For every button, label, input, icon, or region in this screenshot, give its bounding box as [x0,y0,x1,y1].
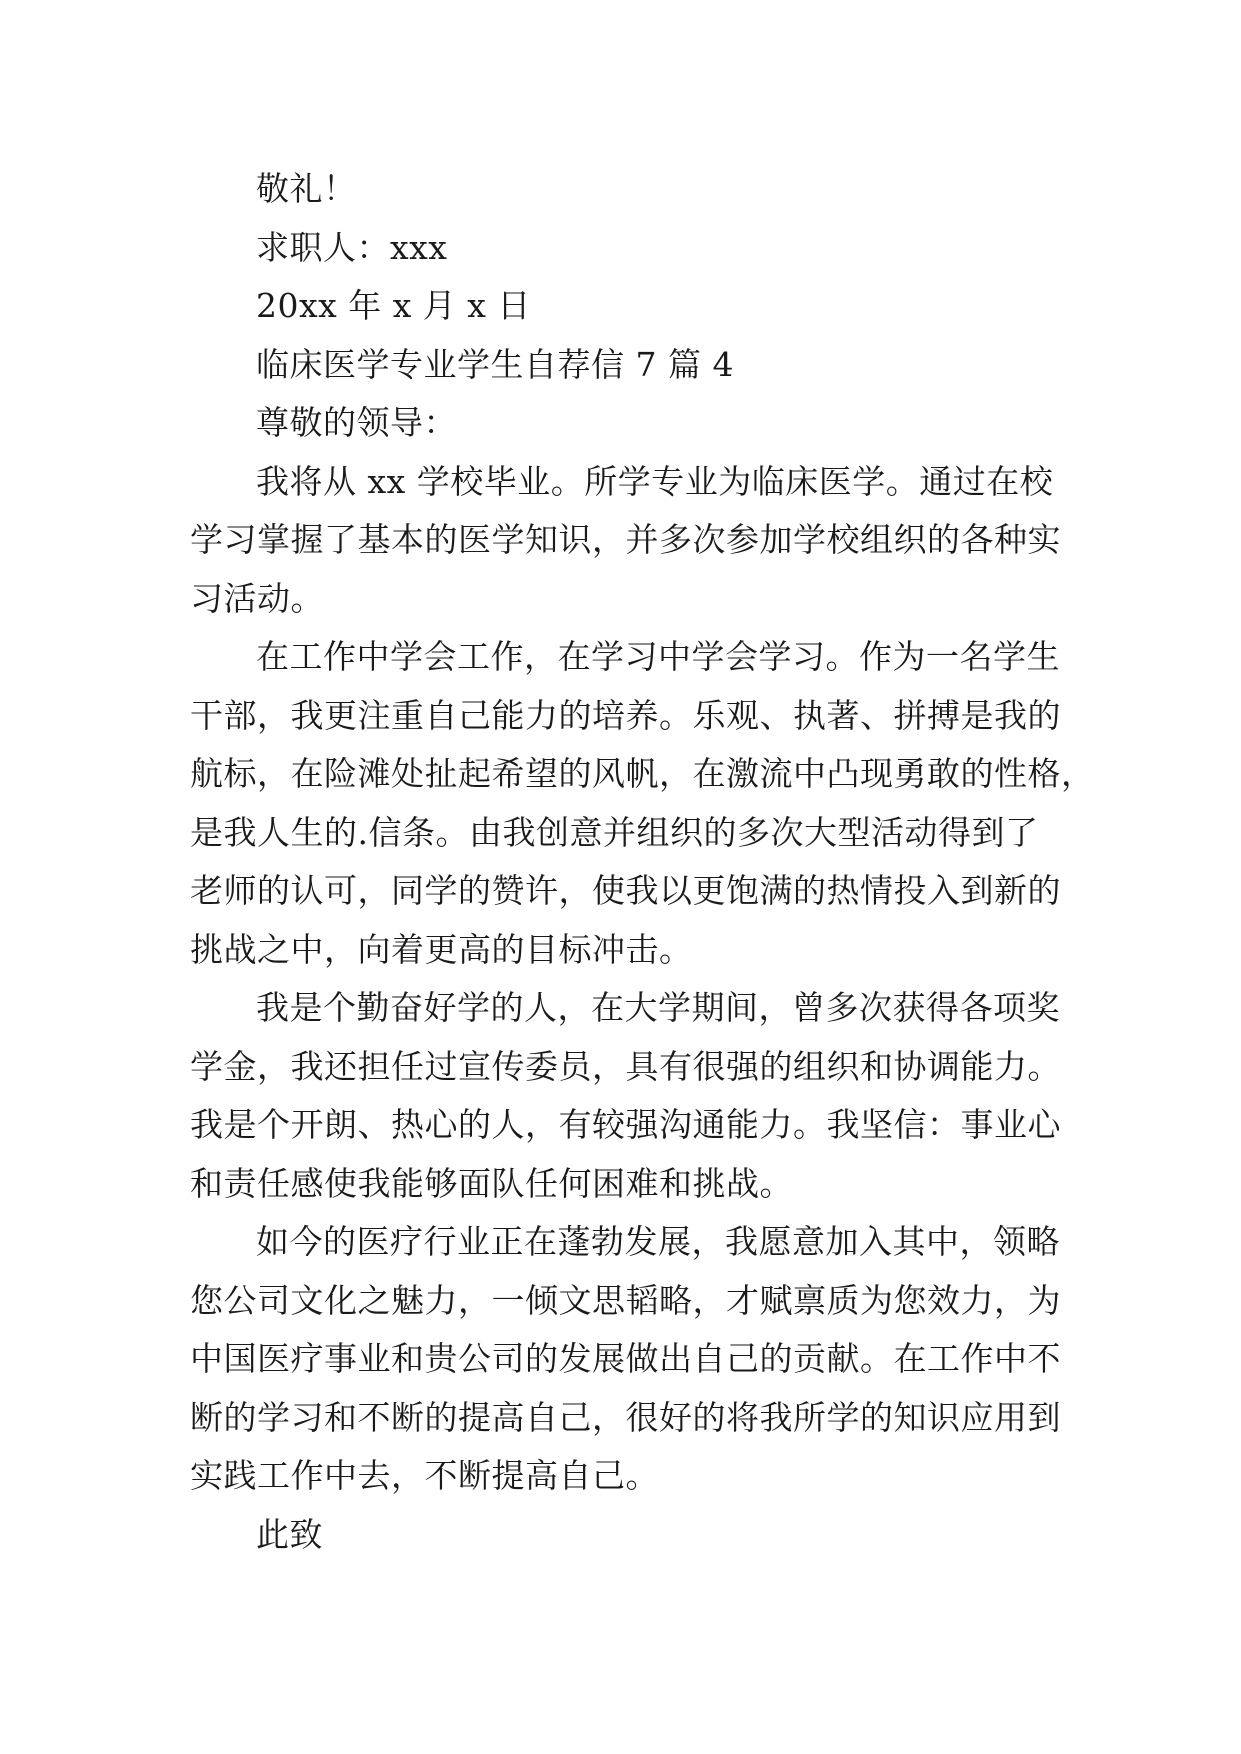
salute-line: 敬礼！ [256,169,357,208]
section-title: 临床医学专业学生自荐信 7 篇 4 [256,344,734,384]
paragraph-line: 老师的认可，同学的赞许，使我以更饱满的热情投入到新的 [190,871,1061,910]
greeting-line: 尊敬的领导： [256,403,457,442]
applicant-line: 求职人：xxx [256,227,448,267]
paragraph-4 [190,1213,1070,1506]
paragraph-line: 学习掌握了基本的医学知识，并多次参加学校组织的各种实 [190,520,1061,559]
paragraph-line: 在工作中学会工作，在学习中学会学习。作为一名学生 [256,637,1060,676]
paragraph-line: 习活动。 [190,578,324,618]
paragraph-3 [190,979,1070,1213]
paragraph-line: 和责任感使我能够面队任何困难和挑战。 [190,1163,793,1203]
paragraph-line: 我是个开朗、热心的人，有较强沟通能力。我坚信：事业心 [190,1105,1061,1144]
paragraph-line: 是我人生的.信条。由我创意并组织的多次大型活动得到了 [190,812,1039,852]
paragraph-line: 实践工作中去，不断提高自己。 [190,1456,659,1495]
letter-body [190,160,1095,1564]
date-line: 20xx 年 x 月 x 日 [256,286,531,325]
paragraph-2 [190,628,1095,979]
paragraph-line: 干部，我更注重自己能力的培养。乐观、执著、拼搏是我的 [190,695,1061,735]
paragraph-line: 航标，在险滩处扯起希望的风帆，在激流中凸现勇敢的性格， [190,754,1095,793]
closing-line: 此致 [256,1514,323,1554]
paragraph-line: 挑战之中，向着更高的目标冲击。 [190,929,693,969]
paragraph-line: 您公司文化之魅力，一倾文思韬略，才赋禀质为您效力，为 [190,1280,1061,1320]
paragraph-line: 断的学习和不断的提高自己，很好的将我所学的知识应用到 [190,1397,1061,1437]
paragraph-line: 我是个勤奋好学的人，在大学期间，曾多次获得各项奖 [256,988,1060,1027]
paragraph-line: 学金，我还担任过宣传委员，具有很强的组织和协调能力。 [190,1046,1061,1086]
paragraph-line: 中国医疗事业和贵公司的发展做出自己的贡献。在工作中不 [190,1339,1061,1378]
paragraph-1 [190,453,1070,629]
paragraph-line: 如今的医疗行业正在蓬勃发展，我愿意加入其中，领略 [256,1222,1060,1261]
paragraph-line: 我将从 xx 学校毕业。所学专业为临床医学。通过在校 [256,461,1054,501]
